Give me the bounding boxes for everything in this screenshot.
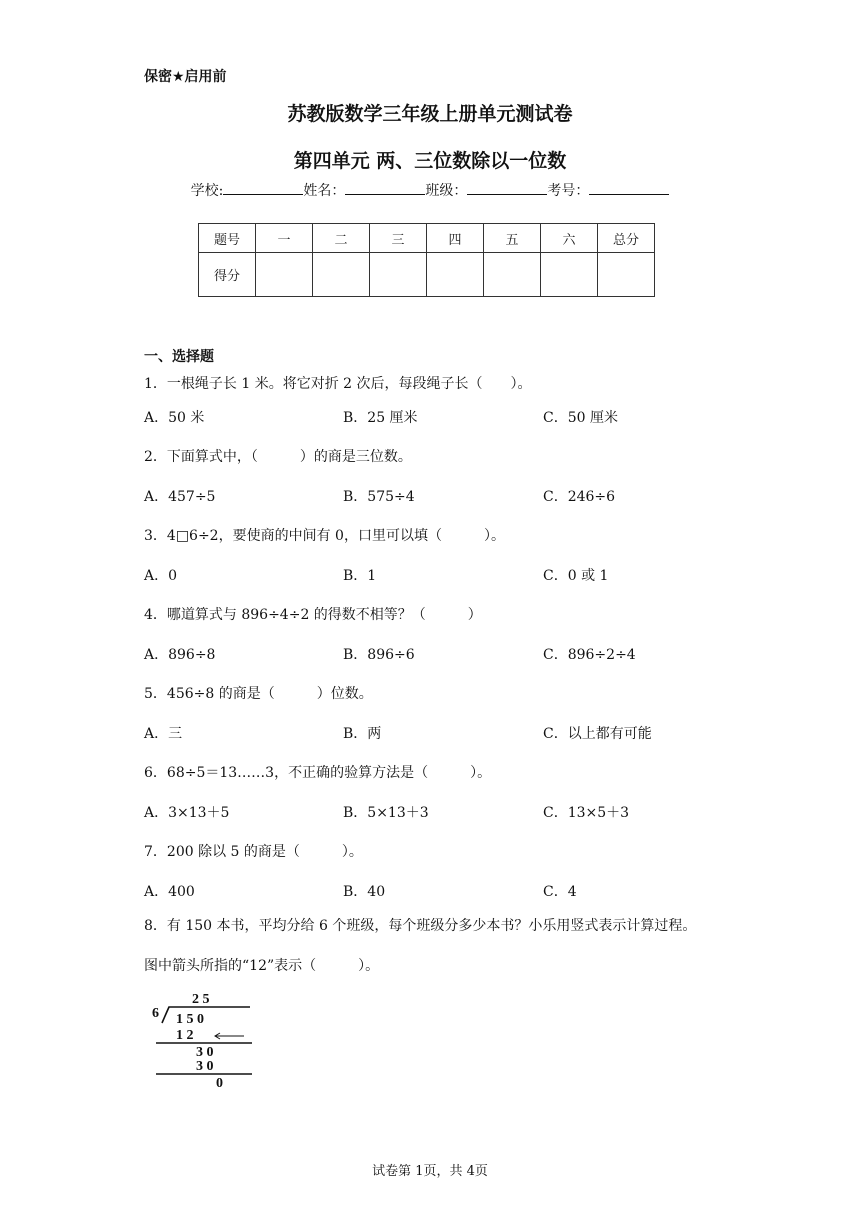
school-label: 学校: <box>190 183 224 199</box>
score-table <box>198 223 655 297</box>
q3-option-c[interactable]: C．0 或 1 <box>543 568 609 584</box>
long-division-figure <box>140 990 270 1090</box>
score-cell[interactable] <box>427 253 484 297</box>
score-table-header-row <box>199 224 655 253</box>
score-table-header-cell: 四 <box>427 224 484 253</box>
q3-option-b[interactable]: B．1 <box>343 568 377 584</box>
exam-number-label: 考号： <box>547 183 590 199</box>
exam-subtitle: 第四单元 两、三位数除以一位数 <box>293 150 567 172</box>
question-8-line-2: 图中箭头所指的“12”表示（ ）。 <box>144 958 380 974</box>
q3-option-a[interactable]: A．0 <box>144 568 178 584</box>
ld-dividend: 1 5 0 <box>176 1012 204 1027</box>
q4-option-c[interactable]: C．896÷2÷4 <box>543 647 636 663</box>
ld-step-2: 3 0 <box>196 1059 214 1074</box>
question-3: 3．4□6÷2，要使商的中间有 0，口里可以填（ ）。 <box>144 528 505 544</box>
score-table-header-cell: 总分 <box>598 224 655 253</box>
score-table-header-cell: 三 <box>370 224 427 253</box>
q1-option-b[interactable]: B．25 厘米 <box>343 410 418 426</box>
q5-option-b[interactable]: B．两 <box>343 726 382 742</box>
score-cell[interactable] <box>541 253 598 297</box>
q6-option-a[interactable]: A．3×13＋5 <box>144 805 230 821</box>
q4-option-b[interactable]: B．896÷6 <box>343 647 415 663</box>
q6-option-b[interactable]: B．5×13＋3 <box>343 805 429 821</box>
score-cell[interactable] <box>313 253 370 297</box>
class-label: 班级： <box>425 183 468 199</box>
q2-option-a[interactable]: A．457÷5 <box>144 489 216 505</box>
student-info-line <box>0 180 860 200</box>
question-2: 2．下面算式中，（ ）的商是三位数。 <box>144 449 412 465</box>
q7-option-b[interactable]: B．40 <box>343 884 386 900</box>
name-label: 姓名： <box>303 183 346 199</box>
score-row-label: 得分 <box>199 253 256 297</box>
q5-option-c[interactable]: C．以上都有可能 <box>543 726 652 742</box>
score-cell[interactable] <box>370 253 427 297</box>
name-blank[interactable] <box>345 181 425 195</box>
page-footer: 试卷第 1页，共 4页 <box>372 1164 488 1179</box>
score-table-header-cell: 二 <box>313 224 370 253</box>
score-cell[interactable] <box>256 253 313 297</box>
school-blank[interactable] <box>223 181 303 195</box>
ld-step-1: 1 2 <box>176 1028 194 1043</box>
score-table-header-cell: 五 <box>484 224 541 253</box>
ld-quotient: 2 5 <box>192 992 210 1007</box>
ld-result: 0 <box>216 1076 223 1091</box>
q2-option-b[interactable]: B．575÷4 <box>343 489 415 505</box>
ld-remainder-1: 3 0 <box>196 1045 214 1060</box>
q5-option-a[interactable]: A．三 <box>144 726 183 742</box>
score-table-header-cell: 六 <box>541 224 598 253</box>
question-1: 1．一根绳子长 1 米。将它对折 2 次后，每段绳子长（ ）。 <box>144 376 532 392</box>
q7-option-c[interactable]: C．4 <box>543 884 577 900</box>
q2-option-c[interactable]: C．246÷6 <box>543 489 616 505</box>
score-table-score-row <box>199 253 655 297</box>
q7-option-a[interactable]: A．400 <box>144 884 195 900</box>
class-blank[interactable] <box>467 181 547 195</box>
section-title: 一、选择题 <box>144 349 214 365</box>
exam-number-blank[interactable] <box>589 181 669 195</box>
score-table-header-cell: 一 <box>256 224 313 253</box>
exam-title: 苏教版数学三年级上册单元测试卷 <box>287 103 573 125</box>
q1-option-a[interactable]: A．50 米 <box>144 410 205 426</box>
q4-option-a[interactable]: A．896÷8 <box>144 647 216 663</box>
ld-lines <box>140 990 270 1090</box>
q6-option-c[interactable]: C．13×5＋3 <box>543 805 630 821</box>
score-cell[interactable] <box>484 253 541 297</box>
question-4: 4．哪道算式与 896÷4÷2 的得数不相等？（ ） <box>144 607 482 623</box>
question-7: 7．200 除以 5 的商是（ ）。 <box>144 844 363 860</box>
question-5: 5．456÷8 的商是（ ）位数。 <box>144 686 373 702</box>
score-table-header-cell: 题号 <box>199 224 256 253</box>
ld-divisor: 6 <box>152 1006 159 1021</box>
score-cell[interactable] <box>598 253 655 297</box>
q1-option-c[interactable]: C．50 厘米 <box>543 410 618 426</box>
question-6: 6．68÷5＝13……3，不正确的验算方法是（ ）。 <box>144 765 492 781</box>
confidential-label: 保密★启用前 <box>144 69 227 85</box>
question-8: 8．有 150 本书，平均分给 6 个班级，每个班级分多少本书？小乐用竖式表示计算过程。 <box>144 918 697 934</box>
